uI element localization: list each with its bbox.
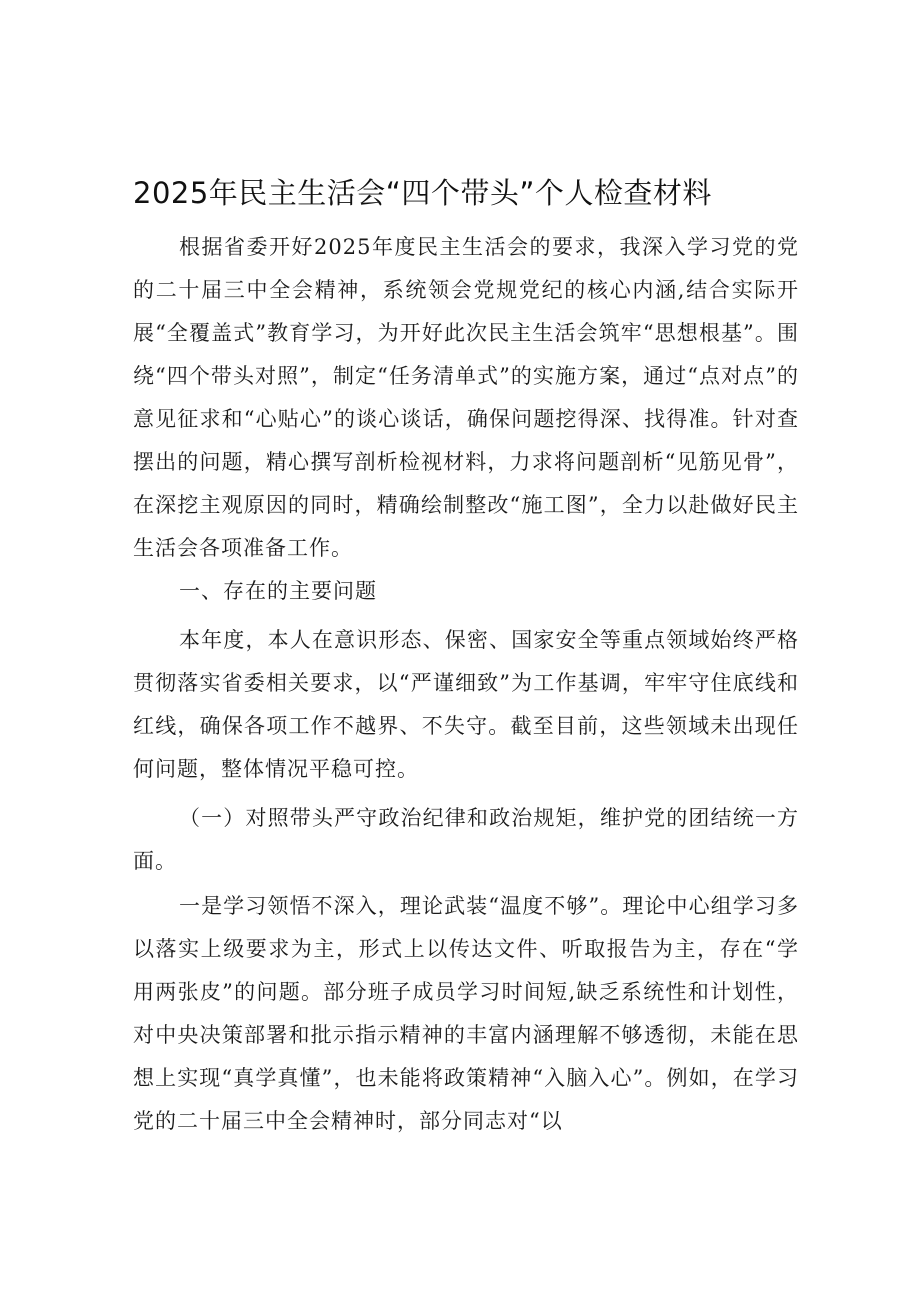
document-title: 2025年民主生活会“四个带头”个人检查材料 xyxy=(133,176,712,210)
point-one-paragraph: 一是学习领悟不深入，理论武装“温度不够”。理论中心组学习多以落实上级要求为主，形式上以传达文件、听取报告为主，存在“学用两张皮”的问题。部分班子成员学习时间短,缺乏系统性和计划性，对中央决策部署和批示指示精神的丰富内涵理解不够透彻，未能在思想上实现“真学真懂”，也未能将政策精神“入脑入心”。例如，在学习党的二十届三中全会精神时，部分同志对“以 xyxy=(133,894,799,1133)
intro-paragraph: 根据省委开好2025年度民主生活会的要求，我深入学习党的党的二十届三中全会精神，系统领会党规党纪的核心内涵,结合实际开展“全覆盖式”教育学习，为开好此次民主生活会筑牢“思想根基”。围绕“四个带头对照”，制定“任务清单式”的实施方案，通过“点对点”的意见征求和“心贴心”的谈心谈话，确保问题挖得深、找得准。针对查摆出的问题，精心撰写剖析检视材料，力求将问题剖析“见筋见骨”，在深挖主观原因的同时，精确绘制整改“施工图”，全力以赴做好民主生活会各项准备工作。 xyxy=(133,235,799,560)
overview-paragraph: 本年度，本人在意识形态、保密、国家安全等重点领域始终严格贯彻落实省委相关要求，以“严谨细致”为工作基调，牢牢守住底线和红线，确保各项工作不越界、不失守。截至目前，这些领域未出现任何问题，整体情况平稳可控。 xyxy=(133,628,799,781)
section-heading-main-problems: 一、存在的主要问题 xyxy=(179,579,377,603)
subsection-heading-political-discipline: （一）对照带头严守政治纪律和政治规矩，维护党的团结统一方面。 xyxy=(133,806,799,873)
